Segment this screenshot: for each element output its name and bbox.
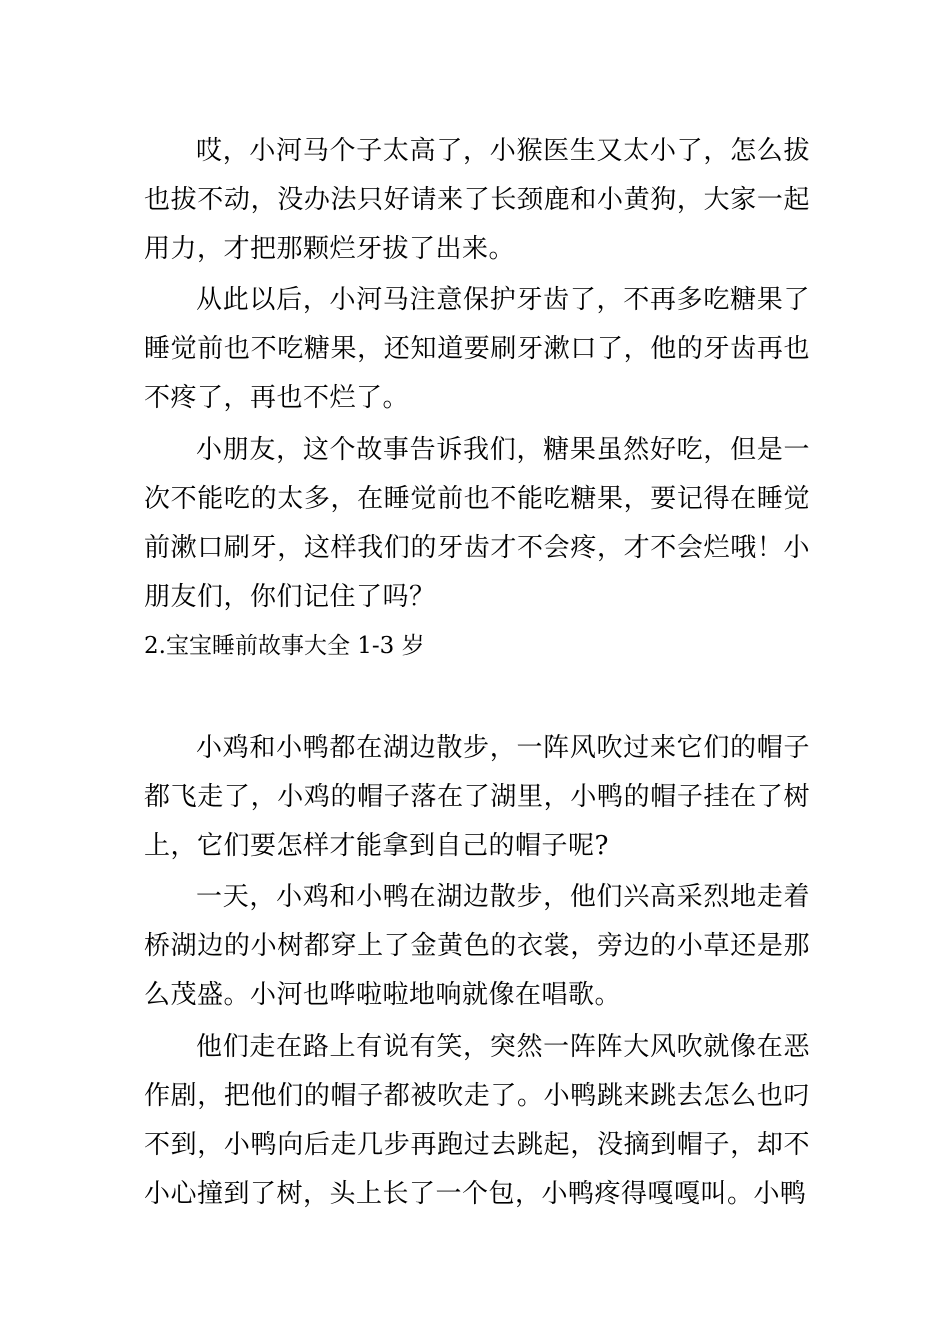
paragraph-chick-duck-hats: 小鸡和小鸭都在湖边散步，一阵风吹过来它们的帽子都飞走了，小鸡的帽子落在了湖里，小鸭的帽子挂在了树上，它们要怎样才能拿到自己的帽子呢? xyxy=(144,733,810,861)
paragraph-story-moral: 小朋友，这个故事告诉我们，糖果虽然好吃，但是一次不能吃的太多，在睡觉前也不能吃糖果，要记得在睡觉前漱口刷牙，这样我们的牙齿才不会疼，才不会烂哦！小朋友们，你们记住了吗？ xyxy=(144,435,810,612)
section-heading: 2.宝宝睡前故事大全 1-3 岁 xyxy=(144,633,425,659)
paragraph-wind-blows-hats: 他们走在路上有说有笑，突然一阵阵大风吹就像在恶作剧，把他们的帽子都被吹走了。小鸭跳来跳去怎么也叼不到，小鸭向后走几步再跑过去跳起，没摘到帽子，却不小心撞到了树，头上长了一个包，小鸭疼得嘎嘎叫。小鸭 xyxy=(144,1032,810,1209)
paragraph-lakeside-walk: 一天，小鸡和小鸭在湖边散步，他们兴高采烈地走着桥湖边的小树都穿上了金黄色的衣裳，旁边的小草还是那么茂盛。小河也哗啦啦地响就像在唱歌。 xyxy=(144,882,810,1010)
paragraph-hippo-tooth-extraction: 哎，小河马个子太高了，小猴医生又太小了，怎么拔也拔不动，没办法只好请来了长颈鹿和小黄狗，大家一起用力，才把那颗烂牙拔了出来。 xyxy=(144,136,810,264)
paragraph-hippo-protects-teeth: 从此以后，小河马注意保护牙齿了，不再多吃糖果了睡觉前也不吃糖果，还知道要刷牙漱口了，他的牙齿再也不疼了，再也不烂了。 xyxy=(144,285,810,413)
